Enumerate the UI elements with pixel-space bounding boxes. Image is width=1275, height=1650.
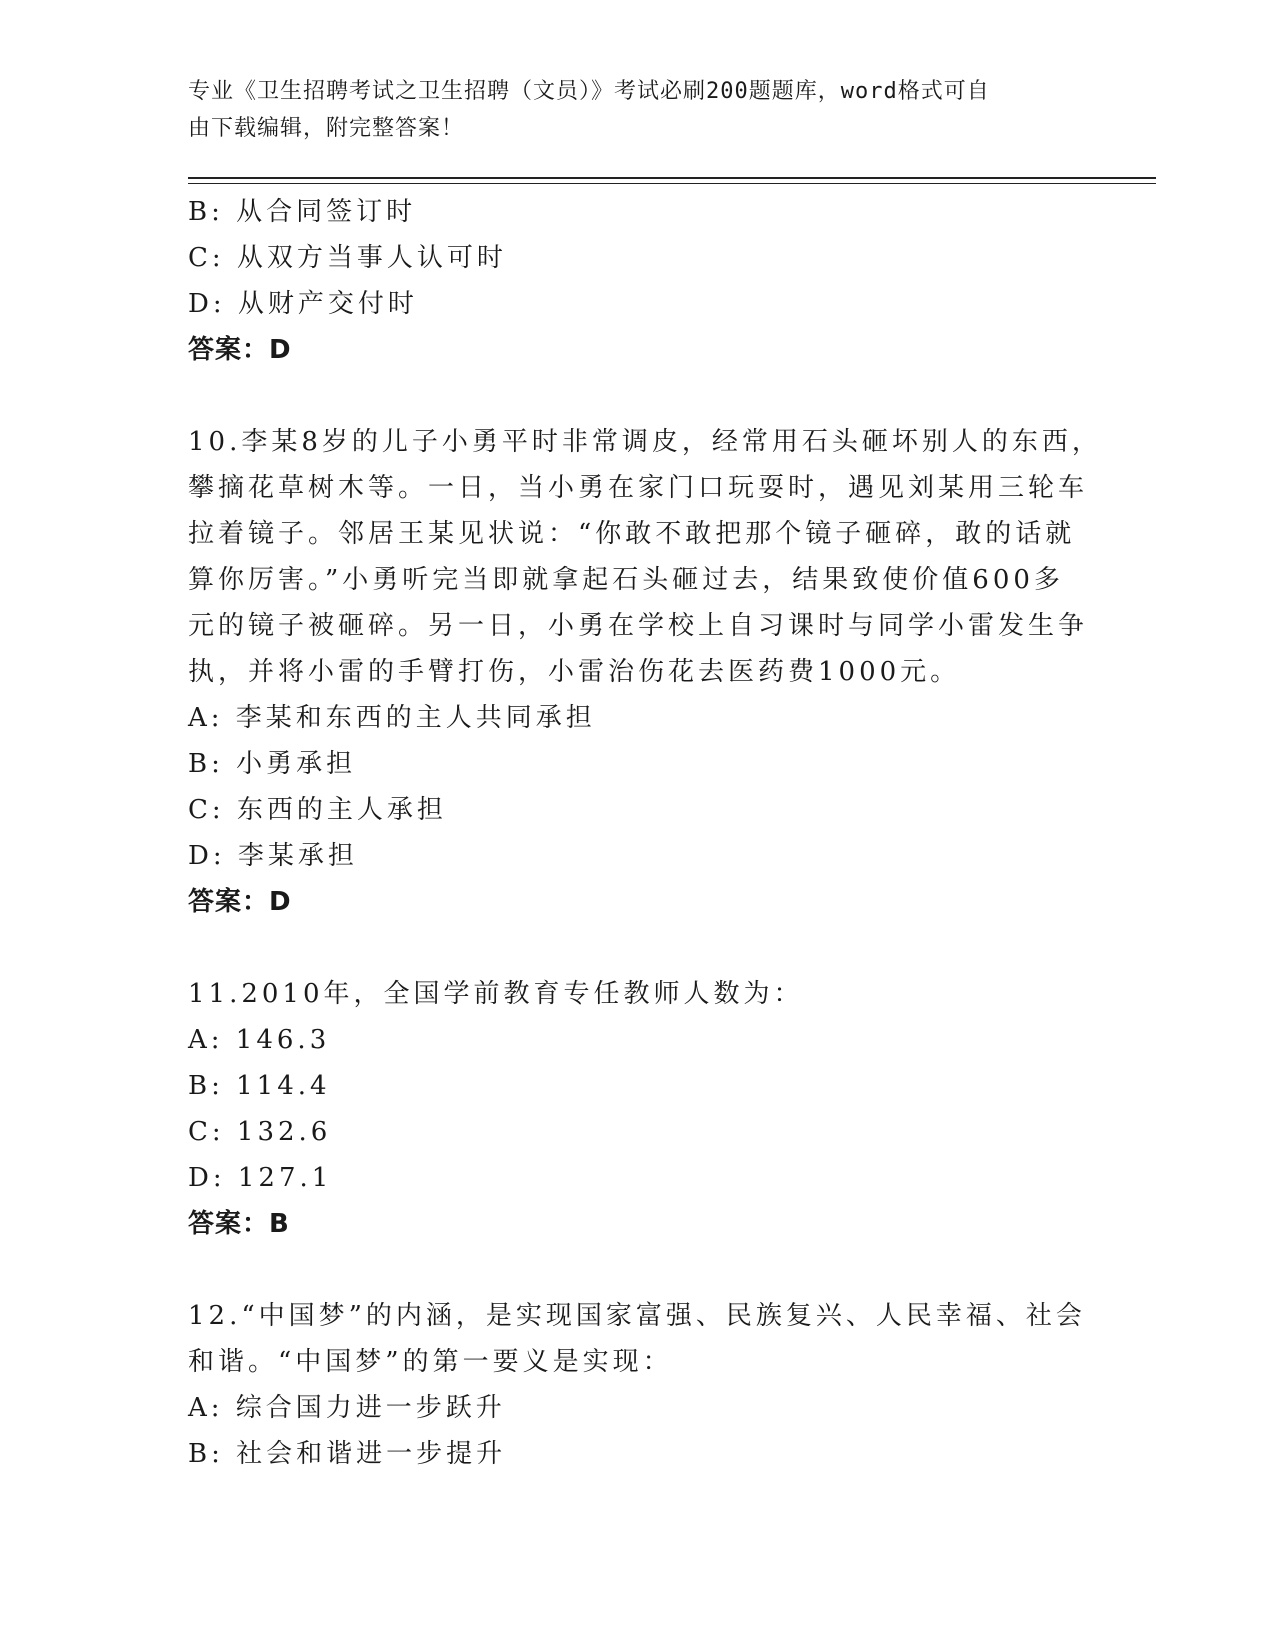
spacer <box>188 373 1088 419</box>
question-text-line: 执，并将小雷的手臂打伤，小雷治伤花去医药费1000元。 <box>188 657 961 687</box>
question-text-line: 算你厉害。”小勇听完当即就拿起石头砸过去，结果致使价值600多 <box>188 565 1064 595</box>
question-10 <box>188 419 1102 925</box>
question-9-tail <box>188 189 1088 373</box>
option-d: D: 从财产交付时 <box>188 289 418 319</box>
header-line-1: 专业《卫生招聘考试之卫生招聘（文员）》考试必刷200题题库，word格式可自 <box>188 79 990 104</box>
option-a: A: 146.3 <box>188 1025 331 1055</box>
answer: 答案：D <box>188 335 292 365</box>
option-d: D: 李某承担 <box>188 841 358 871</box>
question-text-line: 元的镜子被砸碎。另一日，小勇在学校上自习课时与同学小雷发生争 <box>188 611 1089 641</box>
option-a: A: 综合国力进一步跃升 <box>188 1393 506 1423</box>
question-text-line: 拉着镜子。邻居王某见状说：“你敢不敢把那个镜子砸碎，敢的话就 <box>188 519 1076 549</box>
header-rule-thin <box>188 183 1156 184</box>
spacer <box>188 925 1088 971</box>
answer: 答案：D <box>188 887 292 917</box>
question-11 <box>188 971 1088 1247</box>
question-content <box>188 189 1102 1477</box>
question-text-line: 12.“中国梦”的内涵，是实现国家富强、民族复兴、人民幸福、社会 <box>188 1301 1086 1331</box>
page-header <box>188 73 1068 147</box>
option-b: B: 114.4 <box>188 1071 331 1101</box>
option-c: C: 132.6 <box>188 1117 332 1147</box>
question-text-line: 攀摘花草树木等。一日，当小勇在家门口玩耍时，遇见刘某用三轮车 <box>188 473 1089 503</box>
option-d: D: 127.1 <box>188 1163 333 1193</box>
option-a: A: 李某和东西的主人共同承担 <box>188 703 596 733</box>
header-line-2: 由下载编辑，附完整答案！ <box>188 116 465 141</box>
option-c: C: 从双方当事人认可时 <box>188 243 507 273</box>
option-b: B: 小勇承担 <box>188 749 357 779</box>
answer: 答案：B <box>188 1209 290 1239</box>
question-text-line: 11.2010年，全国学前教育专任教师人数为： <box>188 979 804 1009</box>
question-text-line: 和谐。“中国梦”的第一要义是实现： <box>188 1347 673 1377</box>
header-rule-thick <box>188 177 1156 179</box>
question-text-line: 10.李某8岁的儿子小勇平时非常调皮，经常用石头砸坏别人的东西， <box>188 427 1102 457</box>
option-b: B: 社会和谐进一步提升 <box>188 1439 507 1469</box>
option-b: B: 从合同签订时 <box>188 197 417 227</box>
spacer <box>188 1247 1088 1293</box>
option-c: C: 东西的主人承担 <box>188 795 447 825</box>
question-12 <box>188 1293 1088 1477</box>
